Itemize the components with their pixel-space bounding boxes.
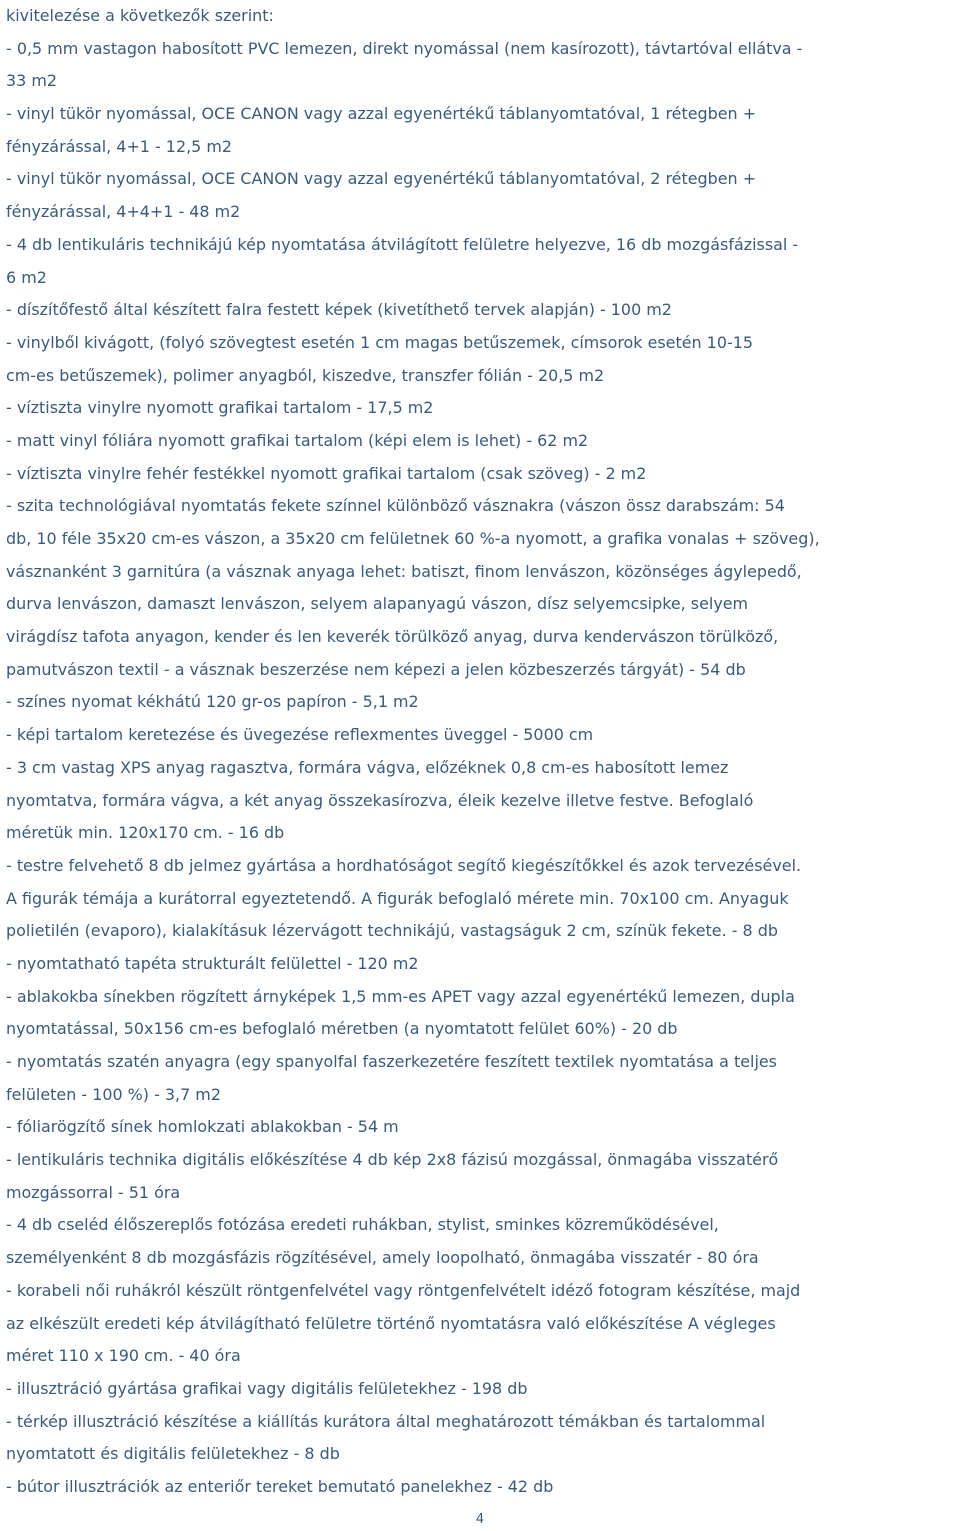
text-line: db, 10 féle 35x20 cm-es vászon, a 35x20 cm felületnek 60 %-a nyomott, a grafika vonalas + szöveg), <box>6 529 820 548</box>
text-line: 6 m2 <box>6 267 47 287</box>
text-line: A figurák témája a kurátorral egyeztetendő. A figurák befoglaló mérete min. 70x100 cm. Anyaguk <box>6 888 789 908</box>
text-line: - 3 cm vastag XPS anyag ragasztva, formára vágva, előzéknek 0,8 cm-es habosított lemez <box>6 757 729 777</box>
text-line: - 4 db cseléd élőszereplős fotózása eredeti ruhákban, stylist, sminkes közreműködésével, <box>6 1215 719 1235</box>
text-line: - vinylből kivágott, (folyó szövegtest esetén 1 cm magas betűszemek, címsorok esetén 10-15 <box>6 332 753 352</box>
text-line: fényzárással, 4+4+1 - 48 m2 <box>6 202 241 222</box>
text-line: - színes nyomat kékhátú 120 gr-os papíron - 5,1 m2 <box>6 692 419 712</box>
text-line: - vinyl tükör nyomással, OCE CANON vagy azzal egyenértékű táblanyomtatóval, 1 rétegben + <box>6 104 757 124</box>
text-line: - szita technológiával nyomtatás fekete színnel különböző vásznakra (vászon össz darabszám: 54 <box>6 496 785 516</box>
text-line: - lentikuláris technika digitális előkészítése 4 db kép 2x8 fázisú mozgással, önmagába visszatérő <box>6 1150 779 1170</box>
text-line: - képi tartalom keretezése és üvegezése reflexmentes üveggel - 5000 cm <box>6 725 594 745</box>
text-line: felületen - 100 %) - 3,7 m2 <box>6 1084 221 1104</box>
text-line: - vinyl tükör nyomással, OCE CANON vagy azzal egyenértékű táblanyomtatóval, 2 rétegben + <box>6 169 757 189</box>
text-line: vásznanként 3 garnitúra (a vásznak anyaga lehet: batiszt, finom lenvászon, közönséges ágylepedő, <box>6 561 802 581</box>
text-line: nyomtatással, 50x156 cm-es befoglaló méretben (a nyomtatott felület 60%) - 20 db <box>6 1019 678 1039</box>
text-line: durva lenvászon, damaszt lenvászon, selyem alapanyagú vászon, dísz selyemcsipke, selyem <box>6 594 749 614</box>
text-line: virágdísz tafota anyagon, kender és len keverék törülköző anyag, durva kendervászon törülköző, <box>6 627 779 647</box>
text-line: méretük min. 120x170 cm. - 16 db <box>6 823 285 843</box>
text-line: személyenként 8 db mozgásfázis rögzítésével, amely loopolható, önmagába visszatér - 80 óra <box>6 1248 759 1268</box>
text-line: nyomtatva, formára vágva, a két anyag összekasírozva, éleik kezelve illetve festve. Befoglaló <box>6 790 754 810</box>
text-line: fényzárással, 4+1 - 12,5 m2 <box>6 136 233 156</box>
text-line: kivitelezése a következők szerint: <box>6 6 274 25</box>
text-line: méret 110 x 190 cm. - 40 óra <box>6 1346 241 1366</box>
text-line: - térkép illusztráció készítése a kiállítás kurátora által meghatározott témákban és tartalommal <box>6 1411 766 1431</box>
text-line: - bútor illusztrációk az enteriőr tereket bemutató panelekhez - 42 db <box>6 1476 554 1496</box>
text-line: - 4 db lentikuláris technikájú kép nyomtatása átvilágított felületre helyezve, 16 db mozgásfázissal - <box>6 234 799 254</box>
text-line: pamutvászon textil - a vásznak beszerzése nem képezi a jelen közbeszerzés tárgyát) - 54 db <box>6 659 746 679</box>
text-line: - nyomtatható tapéta strukturált felülettel - 120 m2 <box>6 953 419 973</box>
text-line: - testre felvehető 8 db jelmez gyártása a hordhatóságot segítő kiegészítőkkel és azok tervezésével. <box>6 855 802 875</box>
text-line: - illusztráció gyártása grafikai vagy digitális felületekhez - 198 db <box>6 1378 528 1398</box>
text-line: - nyomtatás szatén anyagra (egy spanyolfal faszerkezetére feszített textilek nyomtatása a teljes <box>6 1052 777 1071</box>
text-line: - korabeli női ruhákról készült röntgenfelvétel vagy röntgenfelvételt idéző fotogram készítése, majd <box>6 1280 801 1300</box>
text-line: - ablakokba sínekben rögzített árnyképek 1,5 mm-es APET vagy azzal egyenértékű lemezen, dupla <box>6 986 795 1006</box>
text-line: - díszítőfestő által készített falra festett képek (kivetíthető tervek alapján) - 100 m2 <box>6 300 672 320</box>
text-line: - víztiszta vinylre nyomott grafikai tartalom - 17,5 m2 <box>6 398 434 418</box>
text-line: nyomtatott és digitális felületekhez - 8 db <box>6 1444 340 1464</box>
text-line: polietilén (evaporo), kialakításuk lézervágott technikájú, vastagságuk 2 cm, színük fekete. - 8 db <box>6 921 778 941</box>
text-line: 33 m2 <box>6 71 58 91</box>
text-line: az elkészült eredeti kép átvilágítható felületre történő nyomtatásra való előkészítése A végleges <box>6 1313 776 1333</box>
text-line: - matt vinyl fóliára nyomott grafikai tartalom (képi elem is lehet) - 62 m2 <box>6 430 589 450</box>
body-text <box>6 0 960 1504</box>
text-line: - víztiszta vinylre fehér festékkel nyomott grafikai tartalom (csak szöveg) - 2 m2 <box>6 463 647 483</box>
text-line: - 0,5 mm vastagon habosított PVC lemezen, direkt nyomással (nem kasírozott), távtartóval ellátva - <box>6 38 803 58</box>
text-line: mozgássorral - 51 óra <box>6 1182 181 1202</box>
text-line: - fóliarögzítő sínek homlokzati ablakokban - 54 m <box>6 1117 399 1137</box>
text-line: cm-es betűszemek), polimer anyagból, kiszedve, transzfer fólián - 20,5 m2 <box>6 365 605 385</box>
page-number: 4 <box>475 1512 485 1527</box>
